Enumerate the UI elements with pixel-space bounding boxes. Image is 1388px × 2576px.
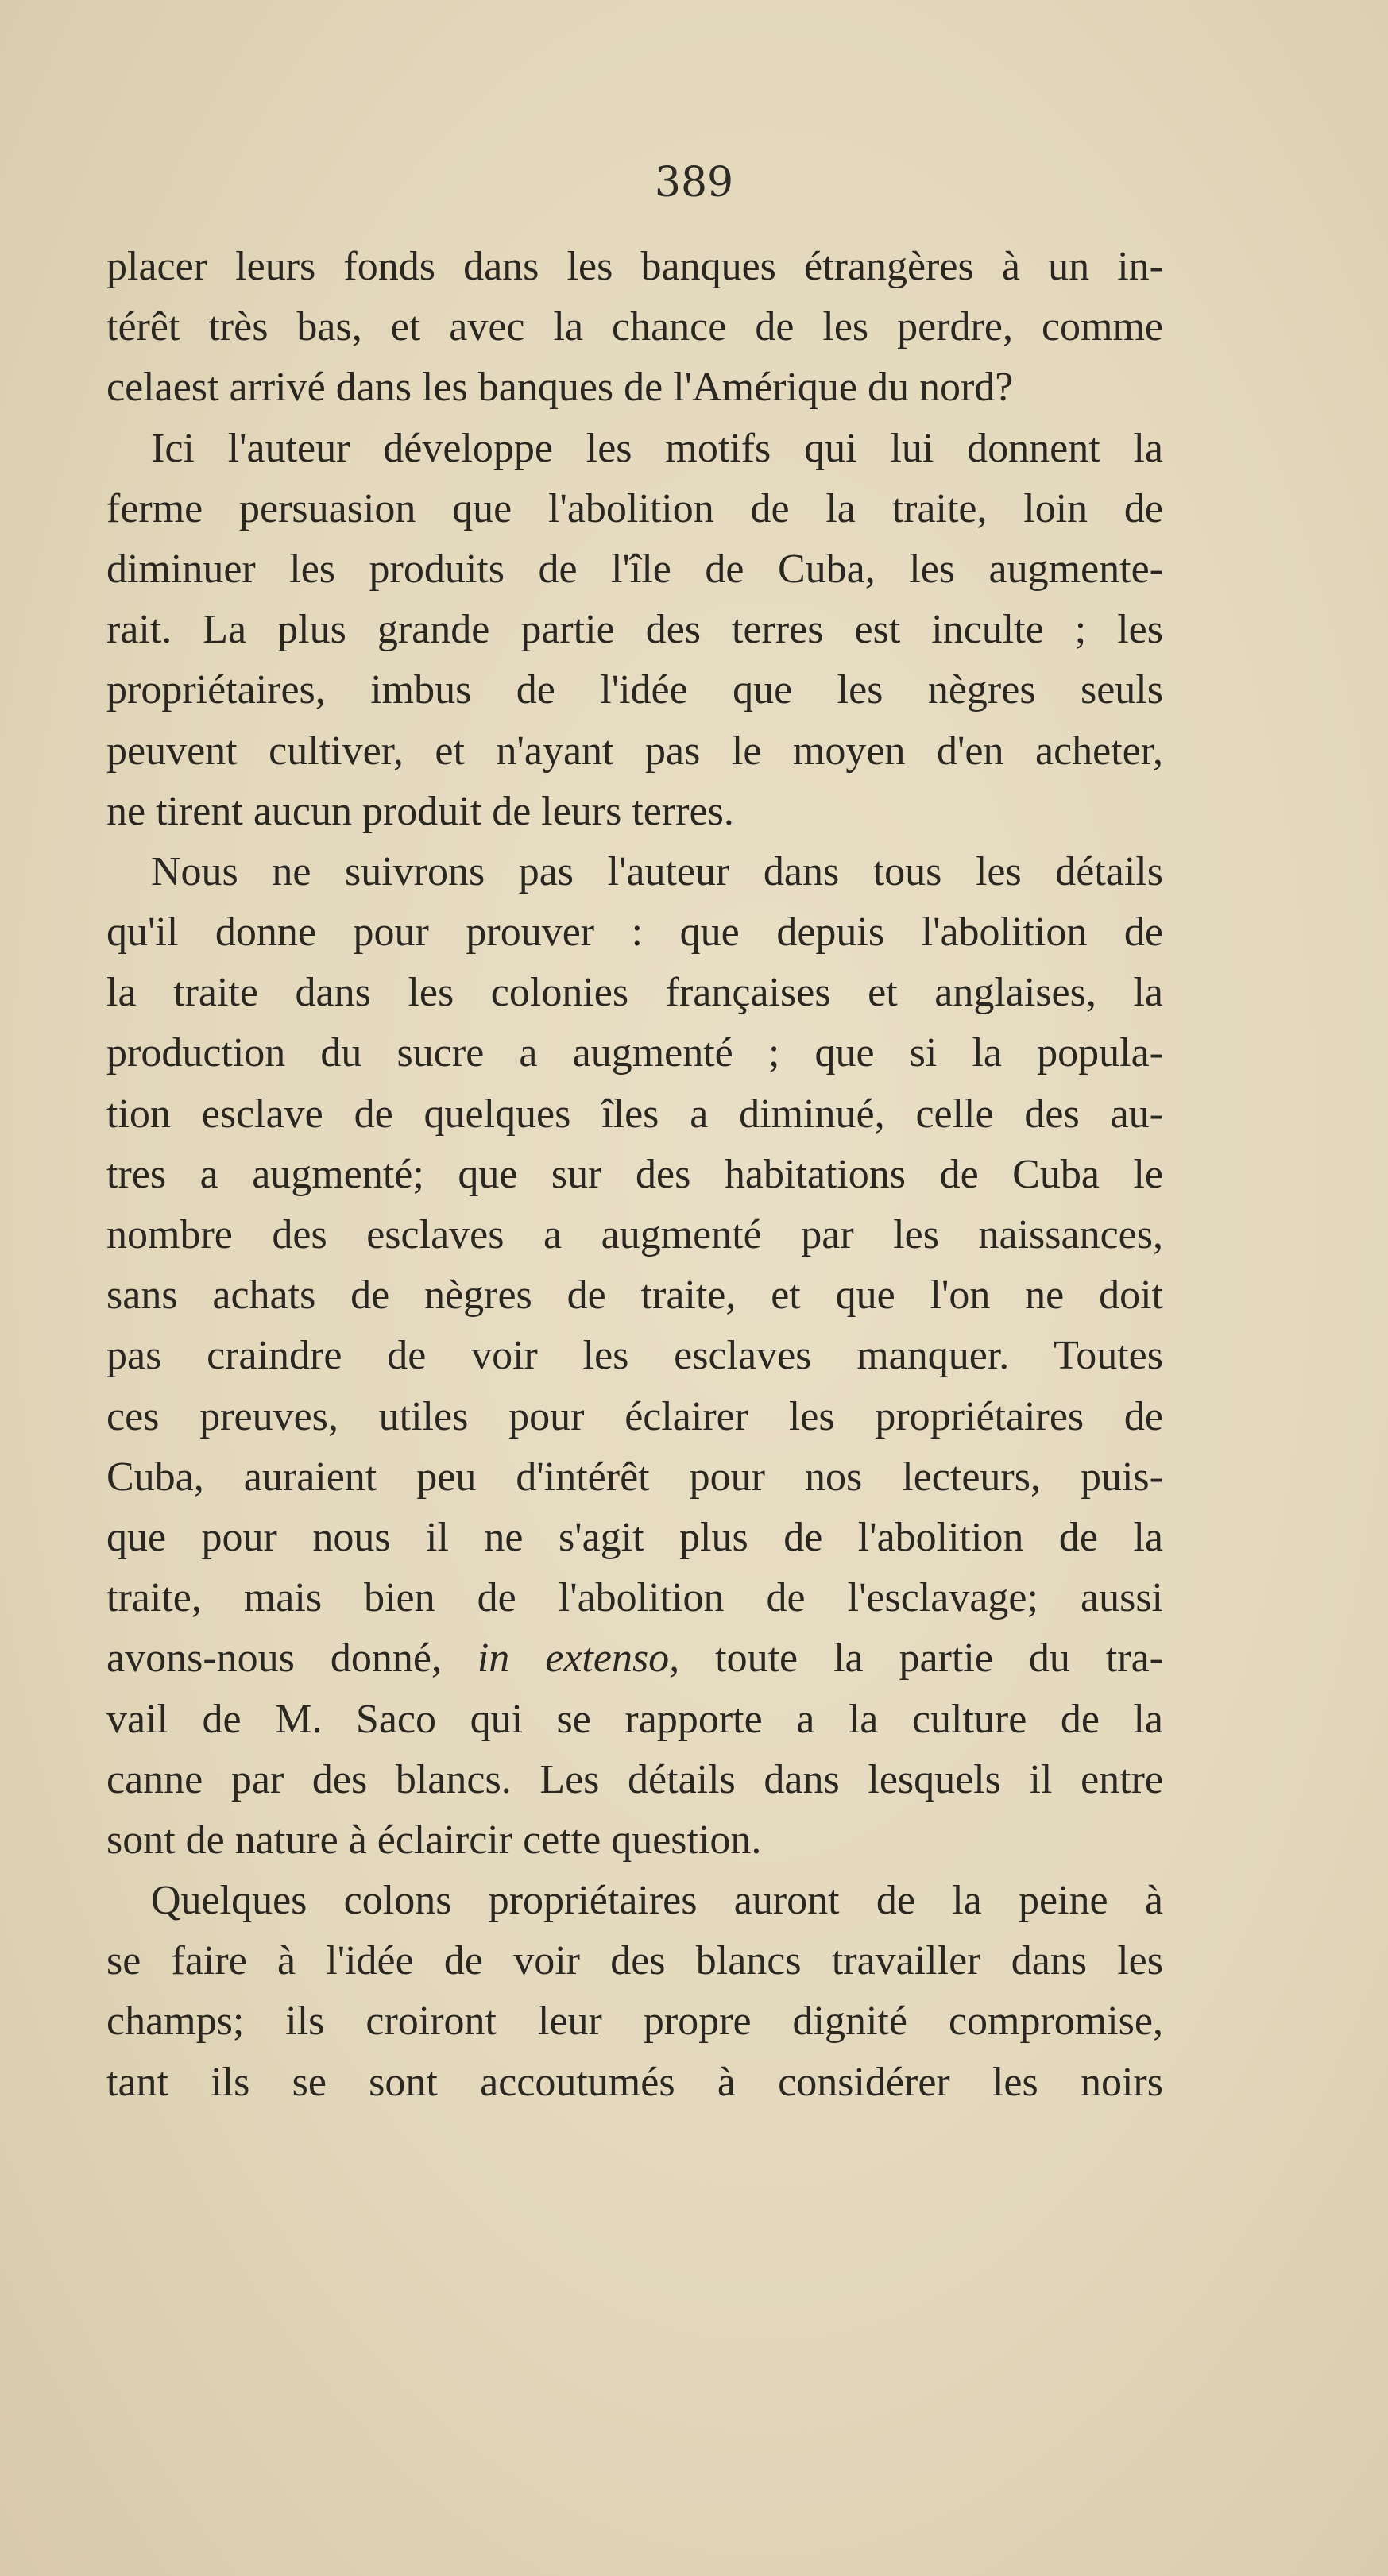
text-line: production du sucre a augmenté ; que si la popula- (106, 1030, 1163, 1076)
text-line: pas craindre de voir les esclaves manquer. Toutes (106, 1333, 1163, 1379)
text-line: canne par des blancs. Les détails dans lesquels il entre (106, 1756, 1163, 1802)
text-line: la traite dans les colonies françaises et anglaises, la (106, 970, 1163, 1016)
text-line: celaest arrivé dans les banques de l'Amérique du nord? (106, 365, 1014, 411)
text-segment: toute la partie du tra- (679, 1636, 1163, 1682)
text-line: Ici l'auteur développe les motifs qui lui donnent la (151, 425, 1163, 471)
text-segment: avons-nous donné, (106, 1636, 477, 1682)
text-line: sans achats de nègres de traite, et que l'on ne doit (106, 1273, 1163, 1319)
text-line: peuvent cultiver, et n'ayant pas le moyen d'en acheter, (106, 728, 1163, 774)
text-line: diminuer les produits de l'île de Cuba, les augmente- (106, 546, 1163, 592)
paragraph-2 (106, 419, 1163, 842)
paragraph-4 (106, 1871, 1163, 2113)
text-line: Nous ne suivrons pas l'auteur dans tous les détails (151, 848, 1163, 894)
text-line: ne tirent aucun produit de leurs terres. (106, 788, 734, 834)
text-line: propriétaires, imbus de l'idée que les nègres seuls (106, 667, 1163, 713)
page-number: 389 (654, 159, 734, 207)
text-line-italic (106, 1628, 1163, 1689)
text-line: se faire à l'idée de voir des blancs travailler dans les (106, 1938, 1163, 1984)
text-line: qu'il donne pour prouver : que depuis l'abolition de (106, 910, 1163, 956)
text-line: tant ils se sont accoutumés à considérer les noirs (106, 2059, 1163, 2105)
text-line: térêt très bas, et avec la chance de les perdre, comme (106, 304, 1163, 350)
text-line: rait. La plus grande partie des terres est inculte ; les (106, 607, 1163, 653)
text-line: ces preuves, utiles pour éclairer les propriétaires de (106, 1393, 1163, 1439)
text-line: vail de M. Saco qui se rapporte a la culture de la (106, 1696, 1163, 1742)
text-line: que pour nous il ne s'agit plus de l'abolition de la (106, 1514, 1163, 1560)
body-text (106, 237, 1163, 2113)
text-line: sont de nature à éclaircir cette question. (106, 1817, 762, 1863)
text-line: Quelques colons propriétaires auront de la peine à (151, 1878, 1163, 1924)
italic-phrase: in extenso, (477, 1636, 680, 1682)
text-line: Cuba, auraient peu d'intérêt pour nos lecteurs, puis- (106, 1454, 1163, 1500)
text-line: ferme persuasion que l'abolition de la traite, loin de (106, 485, 1163, 531)
text-line: nombre des esclaves a augmenté par les naissances, (106, 1212, 1163, 1257)
text-line: traite, mais bien de l'abolition de l'esclavage; aussi (106, 1575, 1163, 1621)
text-line: tres a augmenté; que sur des habitations de Cuba le (106, 1151, 1163, 1197)
paragraph-1 (106, 237, 1163, 419)
paragraph-3 (106, 842, 1163, 1871)
text-line: champs; ils croiront leur propre dignité compromise, (106, 1999, 1163, 2045)
text-line: placer leurs fonds dans les banques étrangères à un in- (106, 244, 1163, 289)
text-line: tion esclave de quelques îles a diminué, celle des au- (106, 1091, 1163, 1137)
